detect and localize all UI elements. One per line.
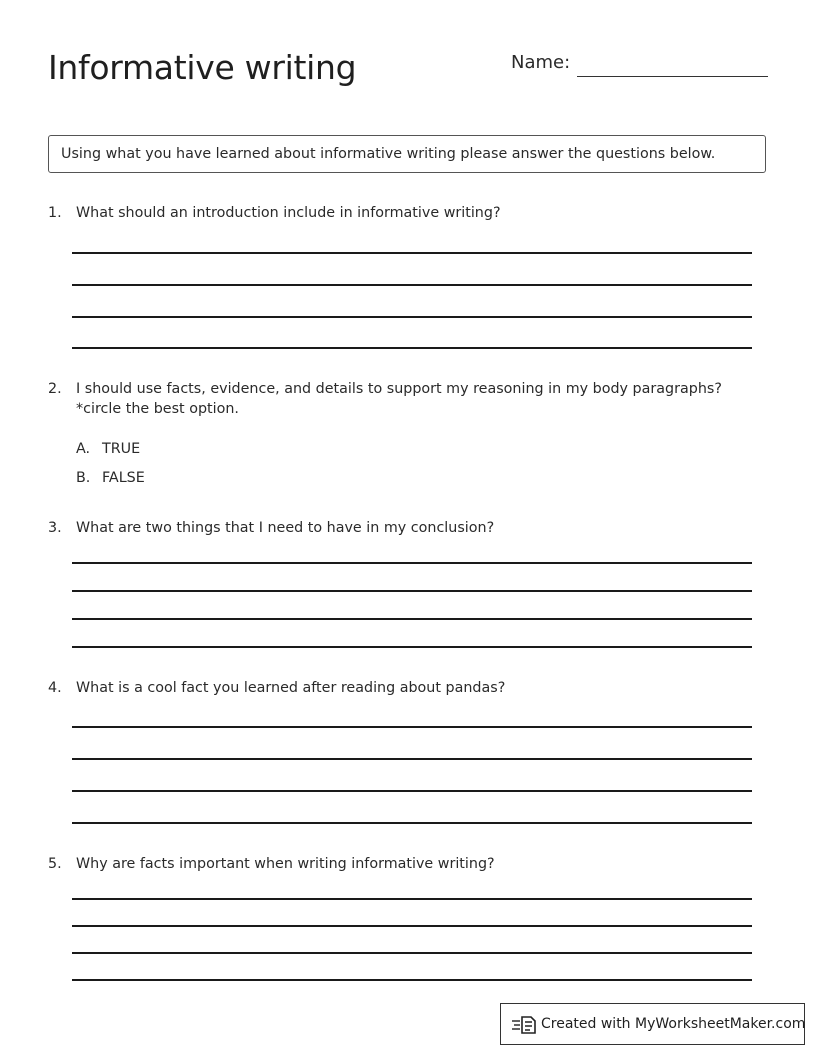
name-field[interactable]: [511, 50, 769, 80]
answer-line[interactable]: [72, 726, 752, 728]
answer-line[interactable]: [72, 316, 752, 318]
answer-line[interactable]: [72, 646, 752, 648]
answer-line[interactable]: [72, 952, 752, 954]
option-label: FALSE: [102, 470, 145, 486]
option-letter: A.: [76, 441, 91, 457]
question-text: What are two things that I need to have in my conclusion?: [76, 520, 495, 536]
created-with-text: Created with MyWorksheetMaker.com: [541, 1016, 806, 1032]
name-blank-line[interactable]: [577, 76, 768, 77]
question-text: What is a cool fact you learned after reading about pandas?: [76, 680, 506, 696]
question-number: 2.: [48, 381, 62, 397]
question-text: Why are facts important when writing informative writing?: [76, 856, 495, 872]
answer-line[interactable]: [72, 562, 752, 564]
worksheet-maker-logo-icon: [512, 1015, 536, 1035]
question-number: 5.: [48, 856, 62, 872]
created-with-badge[interactable]: [500, 1003, 805, 1045]
question-text: What should an introduction include in informative writing?: [76, 205, 501, 221]
question-number: 4.: [48, 680, 62, 696]
answer-line[interactable]: [72, 790, 752, 792]
instructions-box: Using what you have learned about informative writing please answer the questions below.: [48, 135, 766, 173]
answer-line[interactable]: [72, 252, 752, 254]
name-label: Name:: [511, 52, 571, 73]
answer-line[interactable]: [72, 822, 752, 824]
page-title: Informative writing: [48, 48, 357, 87]
answer-line[interactable]: [72, 758, 752, 760]
answer-line[interactable]: [72, 590, 752, 592]
answer-line[interactable]: [72, 898, 752, 900]
answer-line[interactable]: [72, 618, 752, 620]
answer-line[interactable]: [72, 284, 752, 286]
answer-line[interactable]: [72, 925, 752, 927]
question-number: 3.: [48, 520, 62, 536]
answer-line[interactable]: [72, 347, 752, 349]
question-number: 1.: [48, 205, 62, 221]
question-text: I should use facts, evidence, and details to support my reasoning in my body paragraphs? *circle the best option.: [76, 381, 722, 417]
option-label: TRUE: [102, 441, 141, 457]
answer-line[interactable]: [72, 979, 752, 981]
option-letter: B.: [76, 470, 91, 486]
